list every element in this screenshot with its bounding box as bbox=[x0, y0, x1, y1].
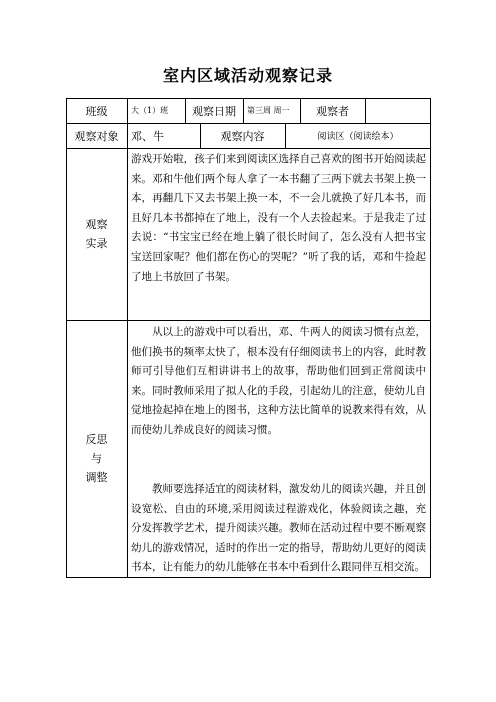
observation-text: 游戏开始啦，孩子们来到阅读区选择自己喜欢的图书开始阅读起来。邓和牛他们两个每人拿了一本书翻了三两下就去书架上换一本，再翻几下又去书架上换一本，不一会儿就换了好几本书，而且好几本书都掉在了地上，没有一个人去捡起来。于是我走了过去说：“书宝宝已经在地上躺了很长时间了，怎么没有人把书宝宝送回家呢？他们都在伤心的哭呢？”听了我的话，邓和牛捡起了地上书放回了书架。 bbox=[131, 153, 426, 283]
reflection-paragraph-1: 从以上的游戏中可以看出，邓、牛两人的阅读习惯有点差，他们换书的频率太快了，根本没有仔细阅读书上的内容，此时教师可引导他们互相讲讲书上的故事，帮助他们回到正常阅读中来。同时教师采用了拟人化的手段，引起幼儿的注意，使幼儿自觉地捡起掉在地上的图书，这种方法比简单的说教来得有效，从而使幼儿养成良好的阅读习惯。 bbox=[131, 326, 426, 436]
date-label: 观察日期 bbox=[192, 104, 236, 118]
row1-divider-d bbox=[365, 98, 366, 123]
target-value: 邓、牛 bbox=[131, 129, 164, 143]
reflection-label bbox=[66, 430, 127, 487]
observer-label: 观察者 bbox=[316, 104, 349, 118]
class-label: 班级 bbox=[85, 104, 108, 118]
row-divider-3 bbox=[66, 320, 431, 321]
observation-label-line2: 实录 bbox=[85, 237, 108, 250]
reflection-label-line1: 反思 bbox=[85, 433, 108, 446]
content-value: 阅读区（阅读绘本） bbox=[317, 132, 399, 142]
date-value: 第三周 周一 bbox=[247, 106, 290, 115]
class-value: 大（1）班 bbox=[131, 106, 169, 115]
observation-label-line1: 观察 bbox=[85, 218, 108, 231]
reflection-label-line3: 调整 bbox=[85, 471, 108, 484]
content-label: 观察内容 bbox=[220, 129, 265, 143]
row1-divider-b bbox=[243, 98, 244, 123]
target-label: 观察对象 bbox=[74, 129, 119, 143]
reflection-paragraph-2: 教师要选择适宜的阅读材料，激发幼儿的阅读兴趣，并且创设宽松、自由的环境,采用阅读过程游戏化，体验阅读之趣，充分发挥教学艺术，提升阅读兴趣。教师在活动过程中要不断观察幼儿的游戏情况，适时的作出一定的指导，帮助幼儿更好的阅读书本，让有能力的幼儿能够在书本中看到什么跟同伴互相交流。 bbox=[131, 483, 426, 574]
observation-label bbox=[66, 215, 127, 253]
row-divider-2 bbox=[66, 148, 431, 149]
page-title: 室内区域活动观察记录 bbox=[162, 66, 333, 85]
label-column-divider bbox=[127, 98, 128, 578]
reflection-label-line2: 与 bbox=[91, 452, 102, 465]
observer-value bbox=[369, 98, 429, 123]
